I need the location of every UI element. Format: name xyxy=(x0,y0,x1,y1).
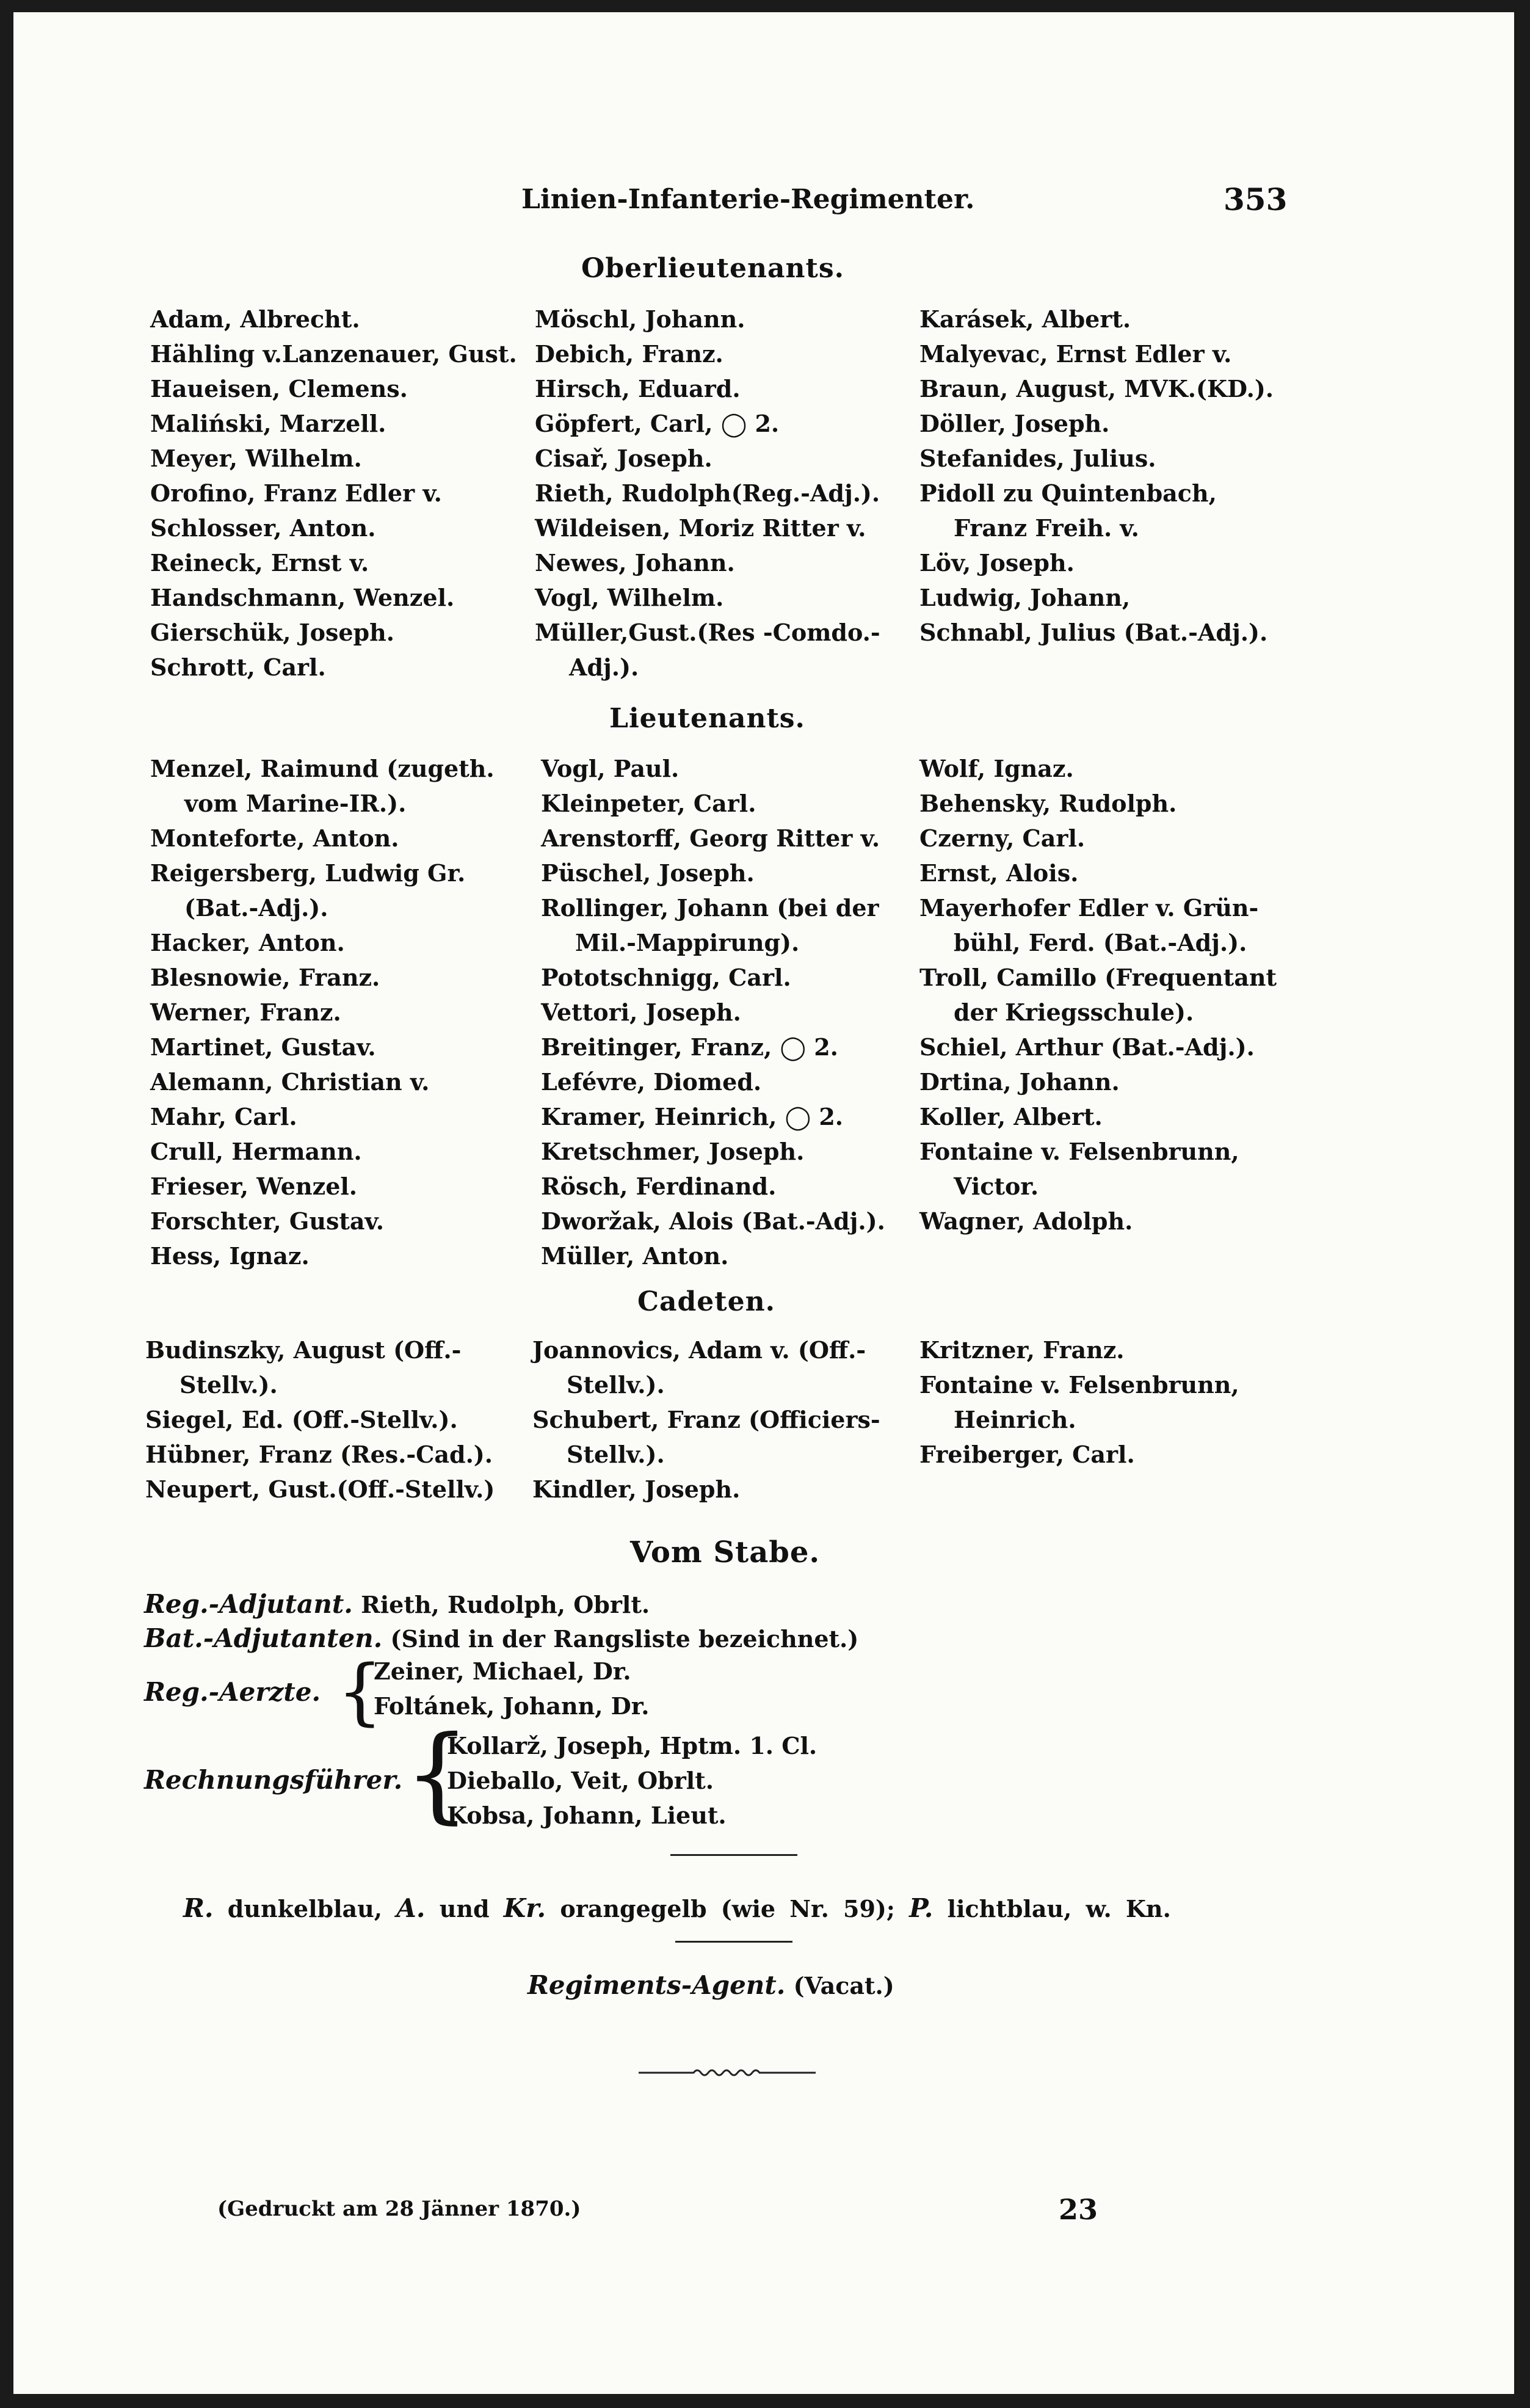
list-item: Meyer, Wilhelm. xyxy=(150,445,362,472)
document-page xyxy=(13,12,1514,2394)
oberlieutenants-col-1 xyxy=(150,302,517,685)
list-item: Malyevac, Ernst Edler v. xyxy=(919,340,1232,368)
list-item: Heinrich. xyxy=(954,1406,1076,1433)
list-item: Gierschük, Joseph. xyxy=(150,619,394,646)
list-item: Menzel, Raimund (zugeth. xyxy=(150,755,495,782)
list-item: Göpfert, Carl, ◯ 2. xyxy=(535,410,780,437)
list-item: Braun, August, MVK.(KD.). xyxy=(919,375,1274,402)
list-item: (Bat.-Adj.). xyxy=(184,894,328,922)
list-item: Wagner, Adolph. xyxy=(919,1207,1133,1235)
list-item: Adam, Albrecht. xyxy=(150,305,360,333)
reg-adjutant-value: Rieth, Rudolph, Obrlt. xyxy=(361,1591,650,1618)
list-item: Rösch, Ferdinand. xyxy=(541,1173,777,1200)
list-item: Forschter, Gustav. xyxy=(150,1207,385,1235)
list-item: Koller, Albert. xyxy=(919,1103,1103,1130)
colours-kr-value: orangegelb (wie Nr. 59); xyxy=(560,1895,895,1922)
list-item: vom Marine-IR.). xyxy=(184,790,407,817)
rechnungsfuehrer-label: Rechnungsführer. xyxy=(144,1765,403,1795)
uniform-colours-line xyxy=(183,1893,1171,1923)
list-item: Schlosser, Anton. xyxy=(150,514,376,542)
list-item: Möschl, Johann. xyxy=(535,305,745,333)
list-item: Wildeisen, Moriz Ritter v. xyxy=(535,514,866,542)
section-heading-oberlieutenants: Oberlieutenants. xyxy=(581,253,844,284)
list-item: Hirsch, Eduard. xyxy=(535,375,741,402)
list-item: Vettori, Joseph. xyxy=(541,998,741,1026)
list-item: Victor. xyxy=(954,1173,1039,1200)
list-item: Kleinpeter, Carl. xyxy=(541,790,756,817)
bat-adjutanten-label: Bat.-Adjutanten. xyxy=(144,1623,383,1653)
list-item: Kritzner, Franz. xyxy=(919,1336,1125,1364)
printed-date: (Gedruckt am 28 Jänner 1870.) xyxy=(217,2197,581,2221)
list-item: Döller, Joseph. xyxy=(919,410,1110,437)
list-item: Siegel, Ed. (Off.-Stellv.). xyxy=(145,1406,458,1433)
list-item: bühl, Ferd. (Bat.-Adj.). xyxy=(954,929,1247,956)
agent-label: Regiments-Agent. xyxy=(528,1970,786,2000)
reg-adjutant-line xyxy=(144,1591,650,1617)
divider-1 xyxy=(670,1854,797,1856)
regiments-agent-line xyxy=(528,1970,894,2000)
colours-r-label: R. xyxy=(183,1893,214,1923)
list-item: Blesnowie, Franz. xyxy=(150,964,380,991)
list-item: Breitinger, Franz, ◯ 2. xyxy=(541,1033,838,1061)
list-item: Cisař, Joseph. xyxy=(535,445,712,472)
list-item: Joannovics, Adam v. (Off.- xyxy=(532,1336,866,1364)
list-item: Neupert, Gust.(Off.-Stellv.) xyxy=(145,1475,495,1503)
list-item: Müller,Gust.(Res -Comdo.- xyxy=(535,619,880,646)
list-item: Schubert, Franz (Officiers- xyxy=(532,1406,880,1433)
list-item: Maliński, Marzell. xyxy=(150,410,386,437)
aerzte-list xyxy=(374,1654,649,1723)
list-item: Löv, Joseph. xyxy=(919,549,1075,577)
oberlieutenants-col-2 xyxy=(535,302,880,685)
list-item: Kretschmer, Joseph. xyxy=(541,1138,805,1165)
agent-value: (Vacat.) xyxy=(793,1972,894,1999)
colours-p-label: P. xyxy=(909,1893,934,1923)
list-item: Rollinger, Johann (bei der xyxy=(541,894,879,922)
list-item: Monteforte, Anton. xyxy=(150,824,399,852)
list-item: Arenstorff, Georg Ritter v. xyxy=(541,824,880,852)
list-item: Müller, Anton. xyxy=(541,1242,729,1270)
list-item: Mil.-Mappirung). xyxy=(575,929,800,956)
list-item: Handschmann, Wenzel. xyxy=(150,584,455,611)
list-item: Orofino, Franz Edler v. xyxy=(150,479,442,507)
list-item: Pototschnigg, Carl. xyxy=(541,964,791,991)
aerzte-label: Reg.-Aerzte. xyxy=(144,1677,321,1707)
list-item: Alemann, Christian v. xyxy=(150,1068,430,1096)
list-item: Stellv.). xyxy=(179,1371,278,1399)
list-item: Stellv.). xyxy=(567,1371,665,1399)
list-item: Ernst, Alois. xyxy=(919,859,1079,887)
list-item: Kindler, Joseph. xyxy=(532,1475,741,1503)
list-item: Wolf, Ignaz. xyxy=(919,755,1074,782)
list-item: Vogl, Paul. xyxy=(541,755,680,782)
aerzte-brace: { xyxy=(337,1649,383,1733)
list-item: Schrott, Carl. xyxy=(150,653,326,681)
section-heading-staff: Vom Stabe. xyxy=(630,1535,821,1570)
list-item: Hacker, Anton. xyxy=(150,929,345,956)
list-item: Reigersberg, Ludwig Gr. xyxy=(150,859,466,887)
list-item: Drtina, Johann. xyxy=(919,1068,1120,1096)
ornament-wave-icon xyxy=(639,2065,816,2080)
list-item: Dworžak, Alois (Bat.-Adj.). xyxy=(541,1207,885,1235)
divider-2 xyxy=(675,1941,792,1943)
lieutenants-col-1 xyxy=(150,751,495,1273)
list-item: Mahr, Carl. xyxy=(150,1103,297,1130)
list-item: Rieth, Rudolph(Reg.-Adj.). xyxy=(535,479,880,507)
colours-kr-label: Kr. xyxy=(503,1893,546,1923)
list-item: Martinet, Gustav. xyxy=(150,1033,376,1061)
page-number: 353 xyxy=(1224,181,1288,217)
list-item: Püschel, Joseph. xyxy=(541,859,755,887)
list-item: Newes, Johann. xyxy=(535,549,735,577)
list-item: Haueisen, Clemens. xyxy=(150,375,408,402)
colours-r-value: dunkelblau, xyxy=(227,1895,383,1922)
sheet-signature: 23 xyxy=(1059,2193,1098,2226)
lieutenants-col-2 xyxy=(541,751,885,1273)
list-item: Behensky, Rudolph. xyxy=(919,790,1177,817)
list-item: Werner, Franz. xyxy=(150,998,341,1026)
oberlieutenants-col-3 xyxy=(919,302,1274,650)
bat-adjutanten-value: (Sind in der Rangsliste bezeichnet.) xyxy=(390,1625,859,1653)
list-item: Mayerhofer Edler v. Grün- xyxy=(919,894,1259,922)
bat-adjutanten-line xyxy=(144,1623,859,1653)
list-item: Kollarž, Joseph, Hptm. 1. Cl. xyxy=(447,1732,818,1759)
list-item: Schiel, Arthur (Bat.-Adj.). xyxy=(919,1033,1255,1061)
list-item: Fontaine v. Felsenbrunn, xyxy=(919,1138,1239,1165)
section-heading-cadeten: Cadeten. xyxy=(637,1286,775,1317)
cadeten-col-1 xyxy=(145,1333,495,1507)
list-item: Vogl, Wilhelm. xyxy=(535,584,724,611)
list-item: Dieballo, Veit, Obrlt. xyxy=(447,1767,714,1794)
list-item: Schnabl, Julius (Bat.-Adj.). xyxy=(919,619,1268,646)
list-item: der Kriegsschule). xyxy=(954,998,1194,1026)
lieutenants-col-3 xyxy=(919,751,1277,1239)
cadeten-col-3 xyxy=(919,1333,1239,1472)
list-item: Kramer, Heinrich, ◯ 2. xyxy=(541,1103,844,1130)
list-item: Zeiner, Michael, Dr. xyxy=(374,1657,631,1685)
list-item: Troll, Camillo (Frequentant xyxy=(919,964,1277,991)
list-item: Hübner, Franz (Res.-Cad.). xyxy=(145,1441,493,1468)
list-item: Frieser, Wenzel. xyxy=(150,1173,358,1200)
rechnungsfuehrer-brace: { xyxy=(404,1714,471,1835)
list-item: Hess, Ignaz. xyxy=(150,1242,310,1270)
list-item: Fontaine v. Felsenbrunn, xyxy=(919,1371,1239,1399)
list-item: Debich, Franz. xyxy=(535,340,723,368)
colours-p-value: lichtblau, w. Kn. xyxy=(947,1895,1171,1922)
list-item: Reineck, Ernst v. xyxy=(150,549,369,577)
running-title: Linien-Infanterie-Regimenter. xyxy=(521,184,975,215)
list-item: Freiberger, Carl. xyxy=(919,1441,1135,1468)
list-item: Lefévre, Diomed. xyxy=(541,1068,762,1096)
list-item: Karásek, Albert. xyxy=(919,305,1131,333)
section-heading-lieutenants: Lieutenants. xyxy=(609,703,805,734)
rechnungsfuehrer-list xyxy=(447,1728,817,1833)
colours-und: und xyxy=(439,1895,490,1922)
cadeten-col-2 xyxy=(532,1333,880,1507)
list-item: Pidoll zu Quintenbach, xyxy=(919,479,1217,507)
list-item: Ludwig, Johann, xyxy=(919,584,1131,611)
list-item: Budinszky, August (Off.- xyxy=(145,1336,462,1364)
list-item: Crull, Hermann. xyxy=(150,1138,362,1165)
list-item: Franz Freih. v. xyxy=(954,514,1139,542)
list-item: Foltánek, Johann, Dr. xyxy=(374,1692,650,1720)
list-item: Czerny, Carl. xyxy=(919,824,1086,852)
list-item: Stellv.). xyxy=(567,1441,665,1468)
reg-adjutant-label: Reg.-Adjutant. xyxy=(144,1589,353,1619)
list-item: Stefanides, Julius. xyxy=(919,445,1156,472)
colours-a-label: A. xyxy=(396,1893,426,1923)
list-item: Hähling v.Lanzenauer, Gust. xyxy=(150,340,517,368)
list-item: Kobsa, Johann, Lieut. xyxy=(447,1802,727,1829)
list-item: Adj.). xyxy=(569,653,639,681)
